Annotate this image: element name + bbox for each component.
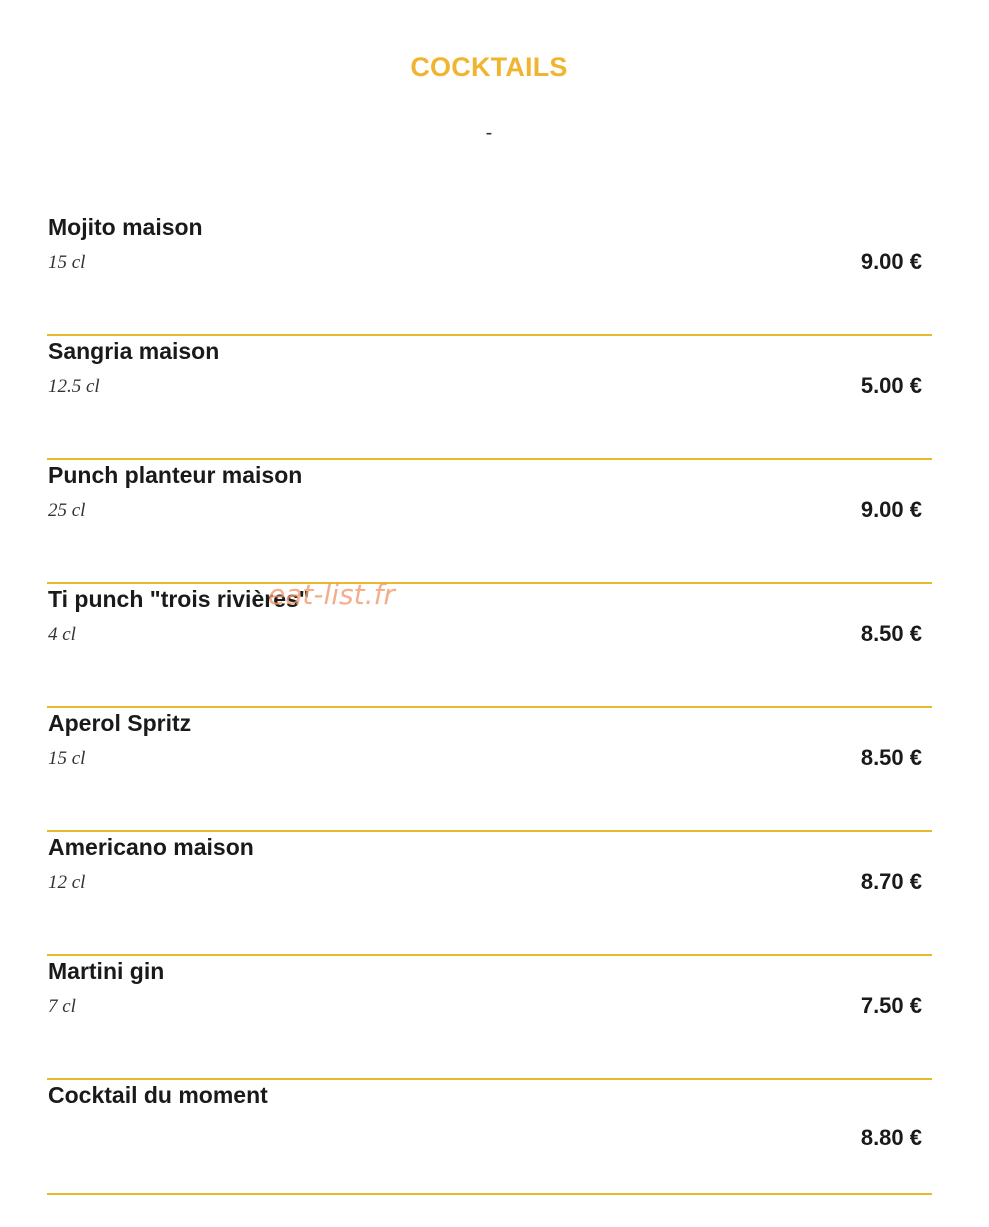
item-name: Cocktail du moment: [48, 1082, 268, 1108]
item-name: Americano maison: [48, 834, 254, 860]
item-volume: 15 cl: [48, 748, 86, 769]
item-name: Ti punch "trois rivières": [48, 586, 310, 612]
item-price: 9.00 €: [860, 497, 922, 522]
menu-item: [47, 460, 932, 584]
menu-item: [47, 584, 932, 708]
title-separator: -: [485, 122, 493, 144]
item-name: Aperol Spritz: [48, 710, 192, 736]
item-volume: 12.5 cl: [48, 376, 100, 397]
item-name: Martini gin: [48, 958, 165, 984]
item-name: Sangria maison: [48, 338, 220, 364]
item-name: Punch planteur maison: [48, 462, 303, 488]
item-volume: 4 cl: [48, 624, 76, 645]
menu-item: [47, 956, 932, 1080]
item-price: 5.00 €: [860, 373, 922, 398]
item-price: 8.50 €: [860, 621, 922, 646]
item-price: 8.70 €: [860, 869, 922, 894]
item-volume: 25 cl: [48, 500, 86, 521]
menu-list: [47, 212, 932, 1195]
item-volume: 12 cl: [48, 872, 86, 893]
item-volume: 7 cl: [48, 996, 76, 1017]
item-volume: 15 cl: [48, 252, 86, 273]
item-name: Mojito maison: [48, 214, 203, 240]
item-price: 8.50 €: [860, 745, 922, 770]
menu-item: [47, 212, 932, 336]
menu-item: [47, 1080, 932, 1195]
menu-item: [47, 336, 932, 460]
page-title: COCKTAILS: [410, 52, 568, 82]
item-price: 9.00 €: [860, 249, 922, 274]
item-price: 8.80 €: [860, 1125, 922, 1150]
menu-item: [47, 708, 932, 832]
item-price: 7.50 €: [860, 993, 922, 1018]
watermark: eat-list.fr: [268, 578, 395, 611]
menu-item: [47, 832, 932, 956]
